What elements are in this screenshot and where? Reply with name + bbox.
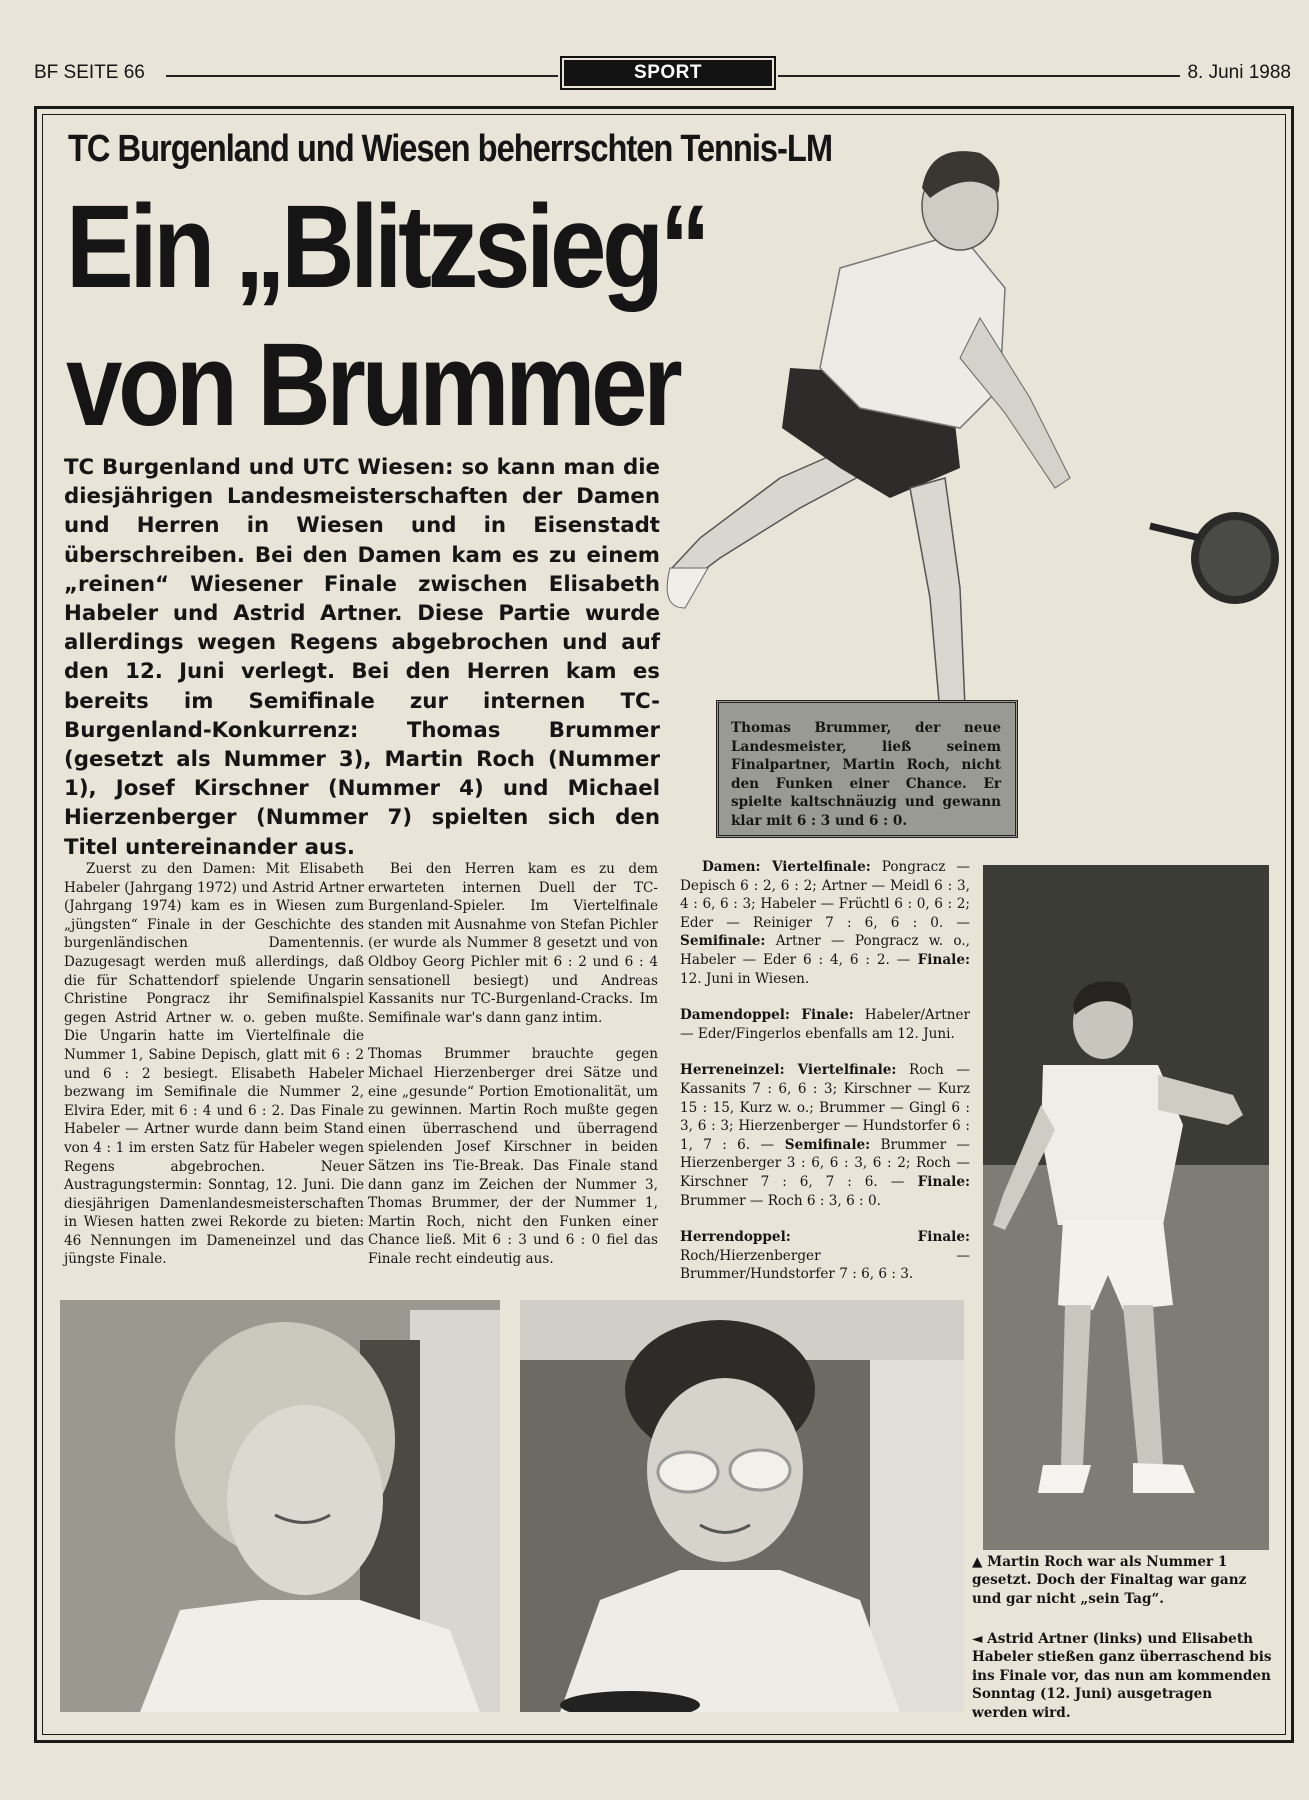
headline-line-1: Ein „Blitzsieg“: [66, 181, 707, 313]
article-kicker: TC Burgenland und Wiesen beherrschten Tennis-LM: [68, 128, 833, 170]
results-column: [680, 858, 970, 1284]
results-label: Herreneinzel: Viertelfinale:: [680, 1062, 897, 1079]
headline-line-2: von Brummer: [66, 319, 679, 451]
results-label: Semifinale:: [774, 1136, 871, 1153]
results-text: Habeler/Artner — Eder/Fingerlos ebenfalls am 12. Juni.: [680, 1007, 971, 1042]
header-rule-right: [778, 75, 1180, 77]
results-herreneinzel: [680, 1061, 970, 1210]
body-paragraph: Thomas Brummer brauchte gegen Michael Hierzenberger drei Sätze und eine „gesunde“ Portion Emotionalität, um zu gewinnen. Martin Roch mußte gegen einen überraschend und überragend spielenden Josef Kirschner in beiden Sätzen ins Tie-Break. Das Finale stand dann ganz im Zeichen der Nummer 3, Thomas Brummer, der der Nummer 1, Martin Roch, nicht den Funken einer Chance ließ. Mit 6 : 3 und 6 : 0 fiel das Finale recht eindeutig aus.: [368, 1046, 658, 1267]
article-headline: [66, 178, 754, 454]
photo-roch: [983, 865, 1269, 1550]
section-badge: [560, 56, 776, 90]
body-column-2: [368, 860, 658, 1268]
results-label: Semifinale:: [680, 933, 766, 950]
results-text: Artner — Pongracz w. o., Habeler — Eder 6 : 4, 6 : 2. —: [680, 933, 970, 968]
issue-date: 8. Juni 1988: [1187, 62, 1291, 83]
page-number: BF SEITE 66: [34, 62, 145, 83]
results-text: 12. Juni in Wiesen.: [680, 970, 810, 987]
section-label: SPORT: [564, 60, 772, 86]
photo-artner: [60, 1300, 500, 1712]
results-text: Pongracz — Depisch 6 : 2, 6 : 2; Artner — Meidl 6 : 3, 4 : 6, 6 : 3; Habeler — Früchtl 6 : 0, 6 : 2; Eder — Reiniger 7 : 6, 6 : 0. —: [680, 859, 970, 931]
results-label: Finale:: [904, 1173, 970, 1190]
results-label: Damen: Viertelfinale:: [702, 859, 871, 875]
results-damendoppel: [680, 1006, 970, 1043]
body-paragraph: Bei den Herren kam es zu dem erwarteten internen Duell der TC-Burgenland-Spieler. Im Viertelfinale standen mit Ausnahme von Stefan Pichler (er wurde als Nummer 8 gesetzt und von Oldboy Georg Pichler mit 6 : 2 und 6 : 4 sensationell besiegt) und Andreas Kassanits nur TC-Burgenland-Cracks. Im Semifinale war's dann ganz intim.: [368, 861, 658, 1026]
photo-habeler: [520, 1300, 964, 1712]
results-label: Damendoppel: Finale:: [680, 1007, 854, 1024]
results-text: Roch/Hierzenberger — Brummer/Hundstorfer 7 : 6, 6 : 3.: [680, 1247, 970, 1283]
caption-roch: ▲ Martin Roch war als Nummer 1 gesetzt. Doch der Finaltag war ganz und gar nicht „sein Tag“.: [972, 1554, 1247, 1607]
body-paragraph: Zuerst zu den Damen: Mit Elisabeth Habeler (Jahrgang 1972) und Astrid Artner (Jahrgang 1974) kam es in Wiesen zum „jüngsten“ Finale in der Geschichte des burgenländischen Damentennis. Dazugesagt werden muß allerdings, daß die für Schattendorf spielende Ungarin Christine Pongracz ihr Semifinalspiel gegen Astrid Artner w. o. geben mußte. Die Ungarin hatte im Viertelfinale die Nummer 1, Sabine Depisch, glatt mit 6 : 2 und 6 : 2 besiegt. Elisabeth Habeler bezwang im Semifinale die Nummer 2, Elvira Eder, mit 6 : 4 und 6 : 2. Das Finale Habeler — Artner wurde dann beim Stand von 4 : 1 im ersten Satz für Habeler wegen Regens abgebrochen. Neuer Austragungstermin: Sonntag, 12. Juni. Die diesjährigen Damenlandesmeisterschaften in Wiesen hatten zwei Rekorde zu bieten: 46 Nennungen im Dameneinzel und das jüngste Finale.: [64, 861, 364, 1268]
caption-artner-habeler: ◄ Astrid Artner (links) und Elisabeth Habeler stießen ganz überraschend bis ins Finale vor, das nun am kommenden Sonntag (12. Juni) ausgetragen werden wird.: [972, 1631, 1272, 1721]
results-damen: [680, 858, 970, 988]
results-text: Roch — Kassanits 7 : 6, 6 : 3; Kirschner — Kurz 15 : 15, Kurz w. o.; Brummer — Gingl 6 : 3, 6 : 3; Hierzenberger — Hundstorfer 6 : 1, 7 : 6. —: [680, 1062, 971, 1153]
header-rule-left: [166, 75, 558, 77]
results-text: Brummer — Roch 6 : 3, 6 : 0.: [680, 1192, 881, 1209]
results-text: Brummer — Hierzenberger 3 : 6, 6 : 3, 6 : 2; Roch — Kirschner 7 : 6, 7 : 6. —: [680, 1136, 971, 1190]
results-label: Finale:: [910, 951, 970, 968]
caption-box-brummer: [716, 700, 1018, 838]
results-label: Herrendoppel: Finale:: [680, 1229, 970, 1246]
article-lead: TC Burgenland und UTC Wiesen: so kann man die diesjährigen Landesmeisterschaften der Damen und Herren in Wiesen und in Eisenstadt überschreiben. Bei den Damen kam es zu einem „reinen“ Wiesener Finale zwischen Elisabeth Habeler und Astrid Artner. Diese Partie wurde allerdings wegen Regens abgebrochen und auf den 12. Juni verlegt. Bei den Herren kam es bereits im Semifinale zur internen TC-Burgenland-Konkurrenz: Thomas Brummer (gesetzt als Nummer 3), Martin Roch (Nummer 1), Josef Kirschner (Nummer 4) und Michael Hierzenberger (Nummer 7) spielten sich den Titel untereinander aus.: [64, 455, 660, 860]
results-herrendoppel: [680, 1228, 970, 1284]
caption-brummer: Thomas Brummer, der neue Landesmeister, ließ seinem Finalpartner, Martin Roch, nicht den Funken einer Chance. Er spielte kaltschnäuzig und gewann klar mit 6 : 3 und 6 : 0.: [731, 720, 1001, 829]
body-column-1: [64, 860, 364, 1269]
